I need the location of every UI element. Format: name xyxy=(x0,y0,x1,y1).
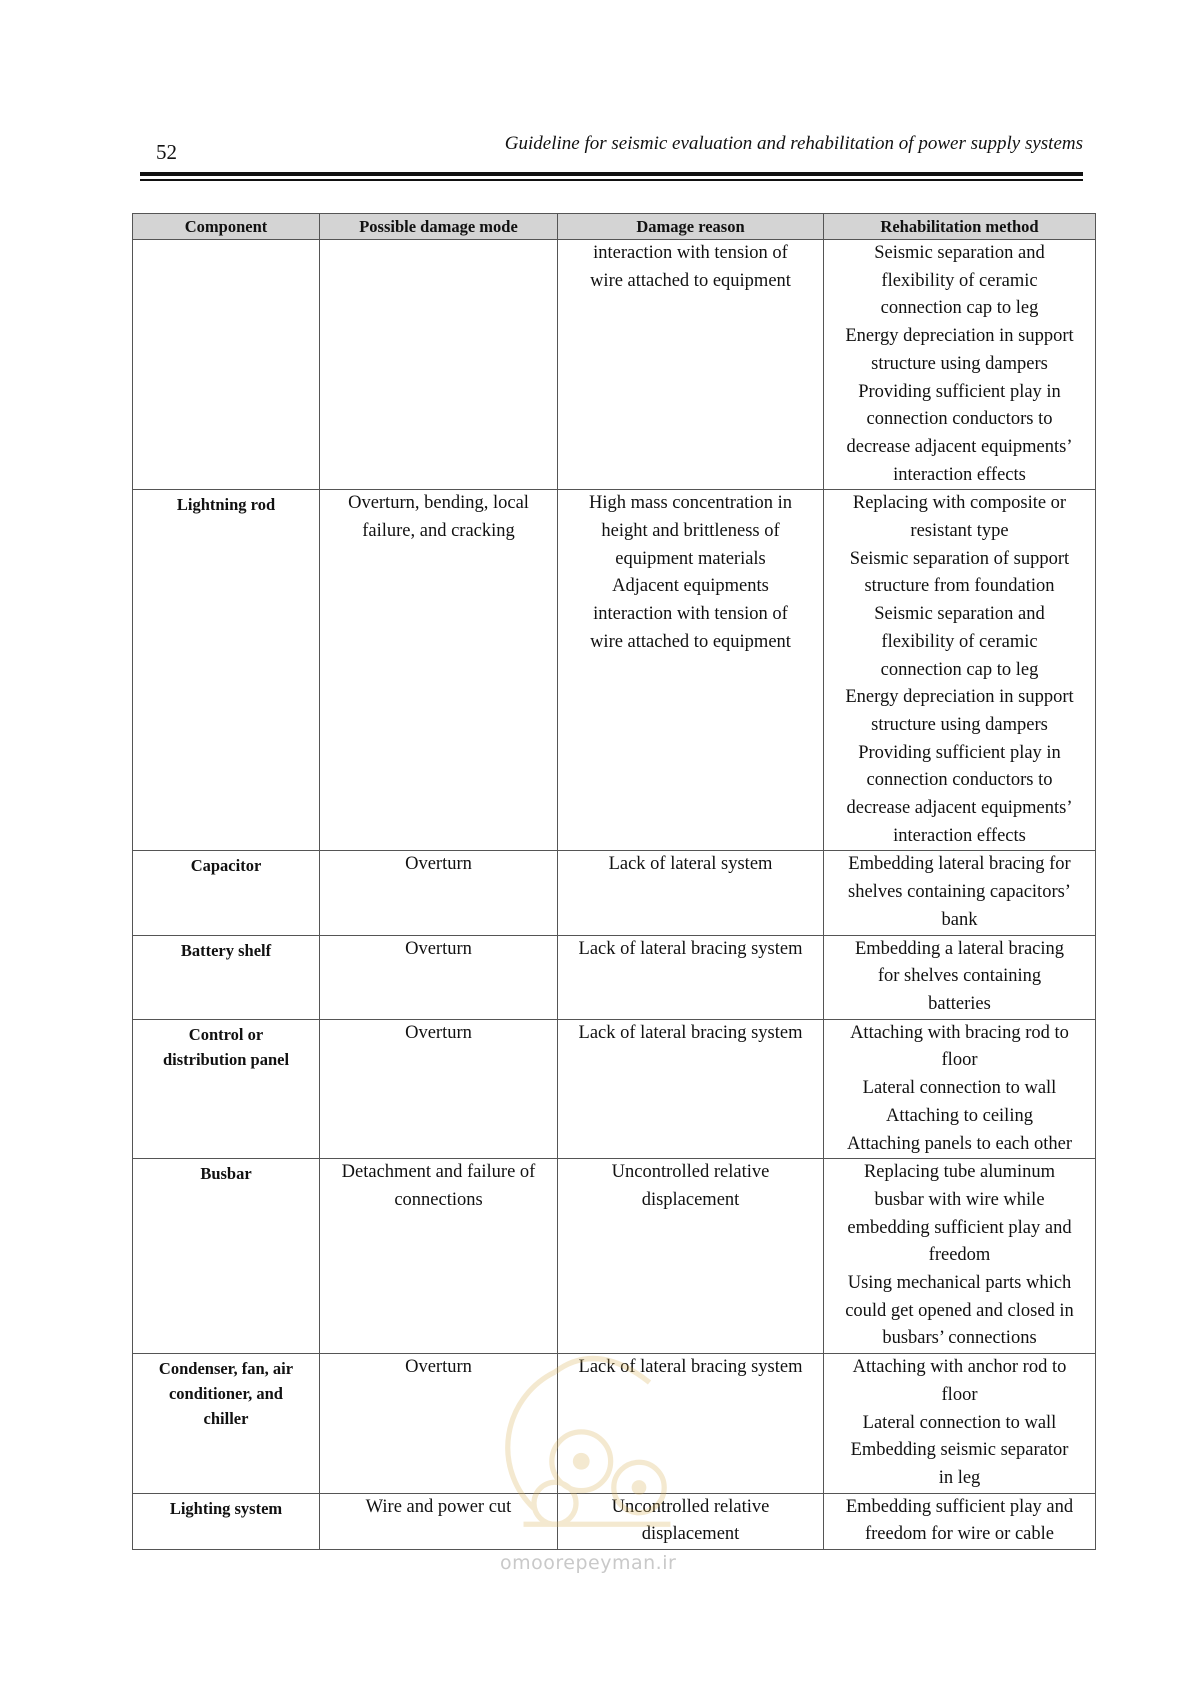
damage-reason-cell xyxy=(558,1354,824,1494)
damage-mode-cell xyxy=(320,490,558,851)
damage-mode-cell xyxy=(320,1019,558,1159)
cell-text-line: Attaching to ceiling xyxy=(886,1105,1033,1126)
cell-text-line: Overturn xyxy=(405,938,472,959)
cell-text-line: interaction with tension of xyxy=(593,243,788,263)
rehabilitation-cell xyxy=(824,1019,1096,1159)
column-header-component: Component xyxy=(133,214,320,240)
cell-text-line: Embedding lateral bracing for xyxy=(848,854,1071,875)
rehabilitation-cell xyxy=(824,851,1096,935)
damage-reason-cell xyxy=(558,935,824,1019)
component-cell xyxy=(133,935,320,1019)
cell-text-line: Attaching panels to each other xyxy=(847,1133,1072,1154)
cell-text-line: connection conductors to xyxy=(866,770,1053,791)
cell-text-line: Embedding seismic separator xyxy=(850,1440,1069,1461)
cell-text-line: Condenser, fan, air xyxy=(158,1359,294,1379)
component-cell xyxy=(133,1493,320,1549)
cell-text-line: busbars’ connections xyxy=(882,1328,1037,1349)
cell-text-line: batteries xyxy=(928,993,991,1014)
cell-text-line: freedom xyxy=(928,1245,991,1266)
cell-text-line: Uncontrolled relative xyxy=(611,1496,770,1517)
running-header-title: Guideline for seismic evaluation and rehabilitation of power supply systems xyxy=(504,133,1083,154)
cell-text-line: wire attached to equipment xyxy=(590,631,791,652)
cell-text-line: Energy depreciation in support xyxy=(845,687,1074,708)
cell-text-line: failure, and cracking xyxy=(362,521,515,542)
cell-text-line: conditioner, and xyxy=(168,1384,283,1404)
rehabilitation-cell xyxy=(824,935,1096,1019)
cell-text-line: connection cap to leg xyxy=(880,659,1039,680)
damage-reason-cell xyxy=(558,851,824,935)
component-cell xyxy=(133,1019,320,1159)
cell-text-line: equipment materials xyxy=(615,548,766,569)
cell-text-line: busbar with wire while xyxy=(874,1189,1045,1210)
cell-text-line: resistant type xyxy=(910,521,1009,542)
cell-text-line: freedom for wire or cable xyxy=(864,1524,1054,1545)
cell-text-line: embedding sufficient play and xyxy=(847,1217,1072,1238)
table-row xyxy=(133,240,1096,490)
cell-text-line: Capacitor xyxy=(190,856,262,876)
cell-text-line: Overturn xyxy=(405,1357,472,1378)
cell-text-line: decrease adjacent equipments’ xyxy=(846,436,1073,457)
cell-text-line: Embedding sufficient play and xyxy=(845,1496,1074,1517)
cell-text-line: chiller xyxy=(203,1409,249,1429)
table-row xyxy=(133,1019,1096,1159)
column-header-damage-reason: Damage reason xyxy=(558,214,824,240)
column-header-rehabilitation: Rehabilitation method xyxy=(824,214,1096,240)
header-rule-thin xyxy=(140,179,1083,181)
page-number: 52 xyxy=(156,140,177,164)
rehabilitation-cell xyxy=(824,1354,1096,1494)
damage-reason-cell xyxy=(558,1019,824,1159)
cell-text-line: interaction with tension of xyxy=(593,604,788,625)
table-row xyxy=(133,490,1096,851)
cell-text-line: wire attached to equipment xyxy=(590,270,791,291)
cell-text-line: shelves containing capacitors’ xyxy=(848,882,1071,903)
cell-text-line: Overturn xyxy=(405,1022,472,1043)
cell-text-line: Overturn, bending, local xyxy=(348,493,529,514)
cell-text-line: interaction effects xyxy=(893,464,1026,485)
cell-text-line: Replacing tube aluminum xyxy=(863,1162,1056,1183)
table-row xyxy=(133,851,1096,935)
cell-text-line: Lateral connection to wall xyxy=(862,1412,1057,1433)
component-cell xyxy=(133,490,320,851)
cell-text-line: structure using dampers xyxy=(871,714,1048,735)
cell-text-line: structure using dampers xyxy=(871,353,1048,374)
cell-text-line: Seismic separation and xyxy=(874,243,1045,263)
table-row xyxy=(133,1159,1096,1354)
table-body xyxy=(133,240,1096,1550)
cell-text-line: Detachment and failure of xyxy=(341,1162,536,1183)
cell-text-line: Attaching with anchor rod to xyxy=(852,1357,1067,1378)
cell-text-line: displacement xyxy=(641,1189,740,1210)
cell-text-line: Adjacent equipments xyxy=(612,576,769,597)
rehabilitation-cell xyxy=(824,1493,1096,1549)
damage-mode-cell xyxy=(320,1354,558,1494)
damage-reason-cell xyxy=(558,240,824,490)
component-cell xyxy=(133,1159,320,1354)
cell-text-line: displacement xyxy=(641,1524,740,1545)
cell-text-line: High mass concentration in xyxy=(589,493,792,514)
cell-text-line: Battery shelf xyxy=(180,940,272,960)
cell-text-line: Providing sufficient play in xyxy=(858,381,1061,402)
cell-text-line: could get opened and closed in xyxy=(845,1300,1074,1321)
cell-text-line: floor xyxy=(941,1050,978,1071)
rehabilitation-cell xyxy=(824,490,1096,851)
rehabilitation-cell xyxy=(824,1159,1096,1354)
cell-text-line: connections xyxy=(394,1189,483,1210)
cell-text-line: for shelves containing xyxy=(877,966,1042,987)
cell-text-line: structure from foundation xyxy=(864,576,1055,597)
cell-text-line: Seismic separation of support xyxy=(849,548,1070,569)
damage-mode-cell xyxy=(320,1493,558,1549)
damage-reason-cell xyxy=(558,1493,824,1549)
table-row xyxy=(133,1493,1096,1549)
table-row xyxy=(133,1354,1096,1494)
table-row xyxy=(133,935,1096,1019)
cell-text-line: Providing sufficient play in xyxy=(858,742,1061,763)
cell-text-line: flexibility of ceramic xyxy=(881,631,1038,652)
damage-mode-cell xyxy=(320,240,558,490)
cell-text-line: distribution panel xyxy=(162,1049,290,1069)
cell-text-line: Lack of lateral bracing system xyxy=(578,1357,803,1378)
component-cell xyxy=(133,240,320,490)
cell-text-line: Control or xyxy=(188,1024,264,1044)
damage-rehabilitation-table xyxy=(132,213,1096,1550)
cell-text-line: bank xyxy=(941,909,978,930)
table-header-row xyxy=(133,214,1096,240)
cell-text-line: Seismic separation and xyxy=(874,604,1045,625)
header-rule-thick xyxy=(140,172,1083,176)
component-cell xyxy=(133,1354,320,1494)
cell-text-line: Embedding a lateral bracing xyxy=(854,938,1065,959)
component-cell xyxy=(133,851,320,935)
cell-text-line: Attaching with bracing rod to xyxy=(850,1022,1069,1043)
cell-text-line: Wire and power cut xyxy=(365,1496,512,1517)
cell-text-line: Replacing with composite or xyxy=(852,493,1067,514)
watermark-site: omoorepeyman.ir xyxy=(500,1552,677,1574)
cell-text-line: Energy depreciation in support xyxy=(845,326,1074,347)
damage-reason-cell xyxy=(558,490,824,851)
damage-reason-cell xyxy=(558,1159,824,1354)
cell-text-line: Lateral connection to wall xyxy=(862,1078,1057,1099)
rehabilitation-cell xyxy=(824,240,1096,490)
cell-text-line: Busbar xyxy=(200,1164,252,1184)
cell-text-line: in leg xyxy=(938,1467,981,1488)
cell-text-line: Lightning rod xyxy=(176,495,276,515)
cell-text-line: floor xyxy=(941,1384,978,1405)
cell-text-line: Overturn xyxy=(405,854,472,875)
column-header-damage-mode: Possible damage mode xyxy=(320,214,558,240)
cell-text-line: Lack of lateral bracing system xyxy=(578,1022,803,1043)
cell-text-line: flexibility of ceramic xyxy=(881,270,1038,291)
cell-text-line: Lighting system xyxy=(169,1498,283,1518)
cell-text-line: connection cap to leg xyxy=(880,298,1039,319)
cell-text-line: Uncontrolled relative xyxy=(611,1162,770,1183)
damage-mode-cell xyxy=(320,1159,558,1354)
cell-text-line: decrease adjacent equipments’ xyxy=(846,798,1073,819)
damage-mode-cell xyxy=(320,935,558,1019)
cell-text-line: interaction effects xyxy=(893,825,1026,846)
cell-text-line: Lack of lateral bracing system xyxy=(578,938,803,959)
cell-text-line: height and brittleness of xyxy=(601,521,780,542)
damage-mode-cell xyxy=(320,851,558,935)
cell-text-line: connection conductors to xyxy=(866,409,1053,430)
cell-text-line: Using mechanical parts which xyxy=(847,1273,1072,1294)
cell-text-line: Lack of lateral system xyxy=(608,854,773,875)
